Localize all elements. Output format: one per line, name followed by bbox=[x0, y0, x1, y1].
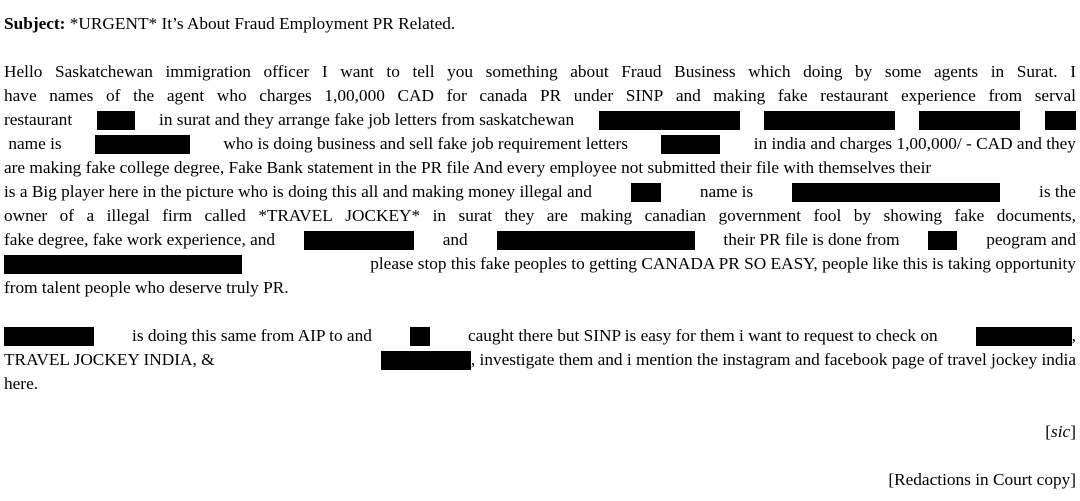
text-run: is a Big player here in the picture who is doing this all and making money illegal and bbox=[4, 182, 592, 201]
word: a bbox=[86, 206, 95, 225]
word: doing bbox=[803, 62, 843, 81]
word: JOCKEY* bbox=[345, 206, 421, 225]
redaction-block bbox=[97, 111, 135, 130]
word: by bbox=[855, 62, 873, 81]
text-run: who is doing business and sell fake job requirement letters bbox=[223, 134, 628, 153]
word: canada bbox=[479, 86, 528, 105]
word: Fraud bbox=[621, 62, 662, 81]
word: names bbox=[49, 86, 94, 105]
redaction-block bbox=[919, 111, 1020, 130]
redaction-block bbox=[1045, 111, 1076, 130]
redaction-block bbox=[792, 183, 1000, 202]
word: PR bbox=[539, 86, 562, 105]
redaction-block bbox=[928, 231, 957, 250]
redaction-block bbox=[764, 111, 895, 130]
word: serval bbox=[1034, 86, 1076, 105]
word: something bbox=[485, 62, 558, 81]
word: government bbox=[718, 206, 802, 225]
word: canadian bbox=[644, 206, 707, 225]
redaction-block bbox=[4, 327, 94, 346]
word: fool bbox=[813, 206, 842, 225]
word: immigration bbox=[165, 62, 251, 81]
text-run: their PR file is done from bbox=[723, 230, 900, 249]
word: making bbox=[713, 86, 766, 105]
word: 1,00,000 bbox=[324, 86, 385, 105]
p1-line-5 bbox=[4, 156, 1076, 180]
word: surat bbox=[458, 206, 493, 225]
text-run: , bbox=[1071, 326, 1076, 345]
redaction-block bbox=[4, 255, 242, 274]
text-run: from talent people who deserve truly PR. bbox=[4, 278, 289, 297]
word: *TRAVEL bbox=[258, 206, 333, 225]
redaction-with-comma bbox=[381, 348, 1076, 372]
text-run: is doing this same from AIP to and bbox=[132, 326, 372, 345]
subject-line bbox=[4, 12, 1076, 36]
word: illegal bbox=[106, 206, 150, 225]
sic-text: sic bbox=[1051, 422, 1071, 441]
text-run: name is bbox=[699, 182, 754, 201]
word: in bbox=[432, 206, 447, 225]
redaction-block bbox=[497, 231, 695, 250]
word: want bbox=[340, 62, 374, 81]
word: fake bbox=[954, 206, 985, 225]
word: about bbox=[570, 62, 609, 81]
word: called bbox=[204, 206, 246, 225]
text-run: , investigate them and i mention the instagram and facebook page of travel jockey india bbox=[470, 350, 1076, 369]
p1-line-1 bbox=[4, 60, 1076, 84]
word: officer bbox=[263, 62, 310, 81]
word: which bbox=[748, 62, 791, 81]
text-run: TRAVEL JOCKEY INDIA, & bbox=[4, 350, 215, 369]
word: you bbox=[447, 62, 474, 81]
p1-line-6 bbox=[4, 180, 1076, 204]
word: I bbox=[1070, 62, 1076, 81]
word: I bbox=[321, 62, 328, 81]
word: restaurant bbox=[4, 110, 73, 129]
text-run: are making fake college degree, Fake Bank statement in the PR file And every employee not submitted their file with themselves their bbox=[4, 158, 932, 177]
text-run: here. bbox=[4, 374, 39, 393]
text-run: name is bbox=[4, 134, 62, 153]
p2-line-2 bbox=[4, 348, 1076, 372]
redaction-with-comma bbox=[976, 324, 1076, 348]
p1-line-2 bbox=[4, 84, 1076, 108]
word: they bbox=[504, 206, 535, 225]
redaction-block bbox=[661, 135, 720, 154]
word: tell bbox=[412, 62, 435, 81]
word: the bbox=[133, 86, 155, 105]
word: from bbox=[988, 86, 1023, 105]
redaction-block bbox=[410, 327, 430, 346]
p2-line-1 bbox=[4, 324, 1076, 348]
text-run: in surat and they arrange fake job letters from saskatchewan bbox=[159, 110, 575, 129]
text-run: and bbox=[442, 230, 468, 249]
word: restaurant bbox=[820, 86, 889, 105]
word: Hello bbox=[4, 62, 43, 81]
word: experience bbox=[901, 86, 976, 105]
word: CAD bbox=[397, 86, 434, 105]
redactions-note: [Redactions in Court copy] bbox=[888, 470, 1076, 489]
word: SINP bbox=[625, 86, 664, 105]
word: fake bbox=[777, 86, 808, 105]
word: of bbox=[106, 86, 121, 105]
redaction-block bbox=[304, 231, 414, 250]
text-run: caught there but SINP is easy for them i want to request to check on bbox=[467, 326, 938, 345]
word: some bbox=[884, 62, 922, 81]
redaction-block bbox=[599, 111, 740, 130]
word: firm bbox=[162, 206, 193, 225]
subject-label: Subject: bbox=[4, 14, 66, 33]
word: in bbox=[990, 62, 1005, 81]
p1-line-10 bbox=[4, 276, 1076, 300]
p1-line-9 bbox=[4, 252, 1076, 276]
p1-line-8 bbox=[4, 228, 1076, 252]
text-run: is the bbox=[1039, 182, 1076, 201]
word: are bbox=[546, 206, 568, 225]
word: Surat. bbox=[1016, 62, 1058, 81]
word: under bbox=[573, 86, 614, 105]
p1-line-4 bbox=[4, 132, 1076, 156]
word: charges bbox=[259, 86, 312, 105]
word: making bbox=[580, 206, 633, 225]
text-run: in india and charges 1,00,000/ - CAD and they bbox=[753, 134, 1076, 153]
word: for bbox=[446, 86, 467, 105]
sic-note: [sic] bbox=[1045, 422, 1076, 441]
word: documents, bbox=[996, 206, 1076, 225]
word: showing bbox=[883, 206, 943, 225]
p1-line-3 bbox=[4, 108, 1076, 132]
redaction-block bbox=[381, 351, 471, 370]
word: agent bbox=[166, 86, 205, 105]
p2-line-3 bbox=[4, 372, 1076, 396]
word: of bbox=[59, 206, 75, 225]
text-run: peogram and bbox=[986, 230, 1076, 249]
redaction-block bbox=[95, 135, 190, 154]
word: Business bbox=[674, 62, 736, 81]
word: Saskatchewan bbox=[55, 62, 153, 81]
word: have bbox=[4, 86, 37, 105]
redaction-block bbox=[976, 327, 1072, 346]
word: and bbox=[675, 86, 701, 105]
word: who bbox=[216, 86, 247, 105]
word: owner bbox=[4, 206, 48, 225]
p1-line-7 bbox=[4, 204, 1076, 228]
word: by bbox=[853, 206, 872, 225]
subject-text: *URGENT* It’s About Fraud Employment PR Related. bbox=[69, 14, 456, 33]
redaction-block bbox=[631, 183, 661, 202]
word: to bbox=[386, 62, 400, 81]
text-run: fake degree, fake work experience, and bbox=[4, 230, 276, 249]
text-run: please stop this fake peoples to getting CANADA PR SO EASY, people like this is taking opportunity bbox=[370, 254, 1076, 273]
word: agents bbox=[933, 62, 979, 81]
